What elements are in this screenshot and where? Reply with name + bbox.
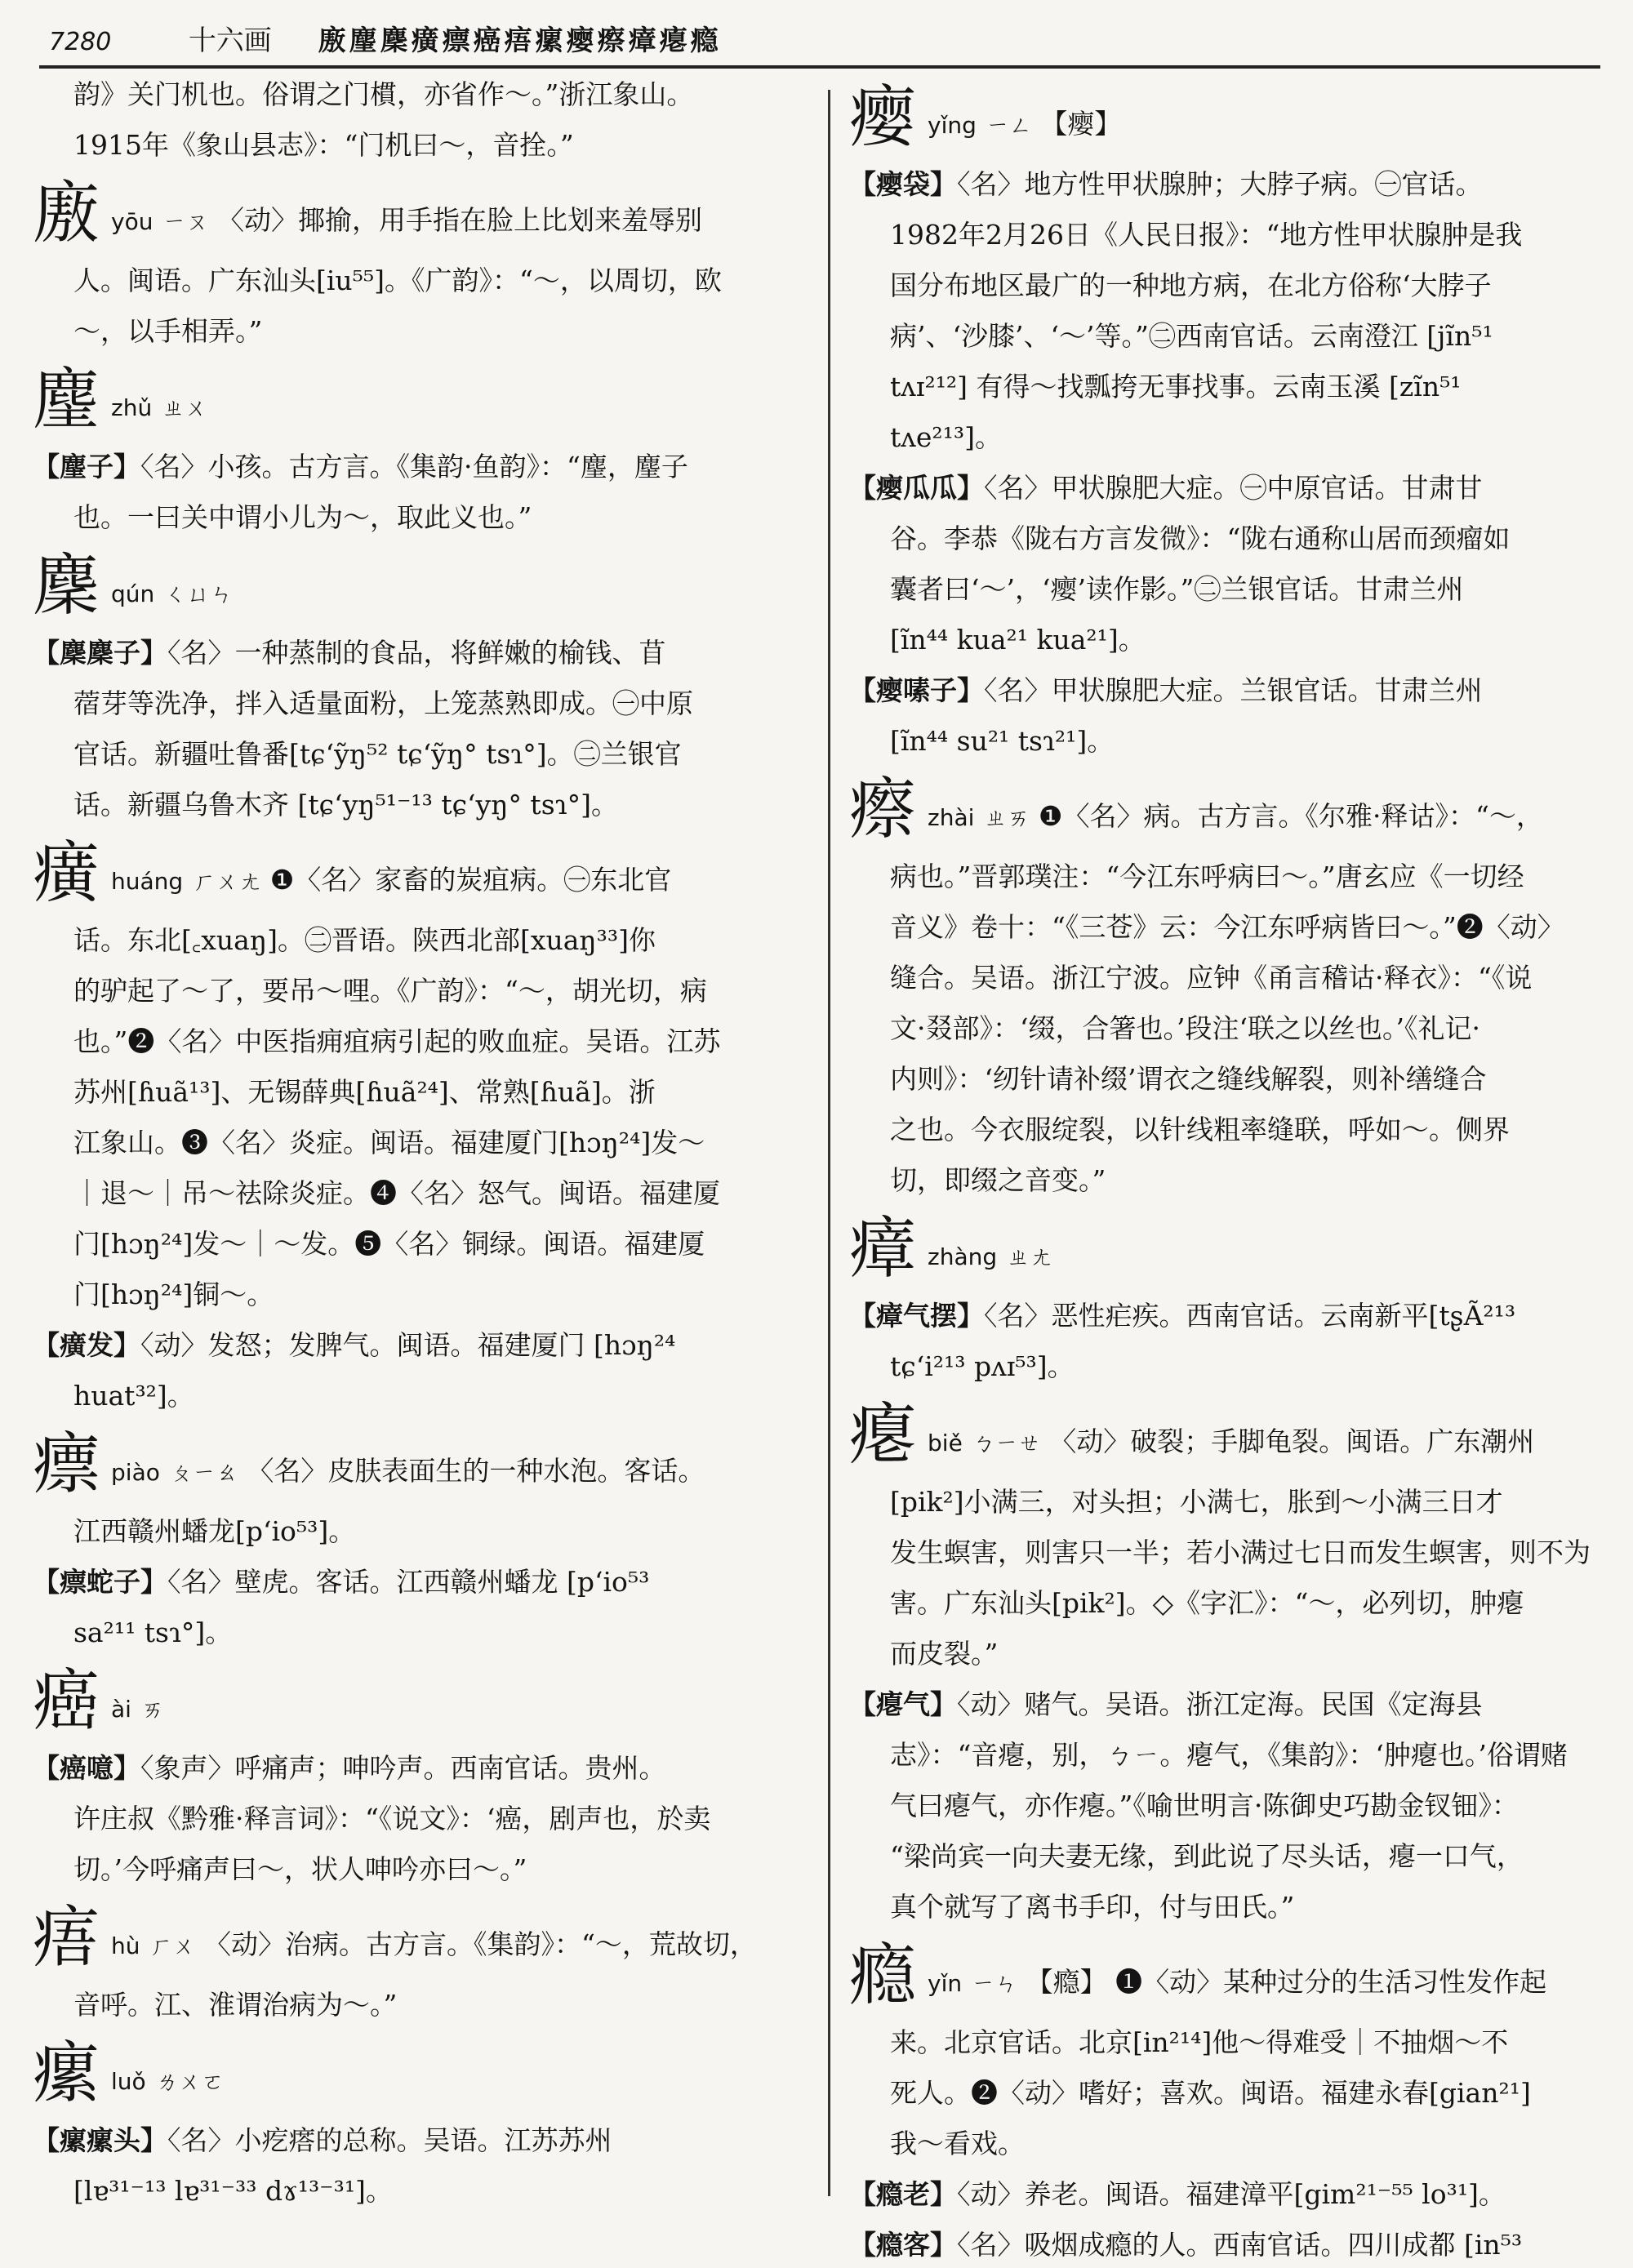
definition: ❶〈名〉家畜的炭疽病。㊀东北官 bbox=[261, 864, 672, 896]
entry-head bbox=[849, 1210, 1604, 1288]
sub-entry bbox=[33, 1323, 804, 1368]
continuation-line: 蓿芽等洗净，拌入适量面粉，上笼蒸熟即成。㊀中原 bbox=[73, 687, 693, 719]
entry-head bbox=[33, 1662, 804, 1741]
headword-char: 麈 bbox=[33, 361, 100, 438]
continuation-line: 死人。❷〈动〉嗜好；喜欢。闽语。福建永春[gian²¹] bbox=[890, 2077, 1531, 2109]
headword-char: 瘵 bbox=[849, 771, 917, 848]
pinyin: piào bbox=[111, 1459, 160, 1486]
entry-head bbox=[33, 2035, 804, 2113]
entry-head bbox=[33, 1425, 804, 1504]
continuation-line: 官话。新疆吐鲁番[tɕʻỹŋ⁵² tɕʻỹŋ° tsɿ°]。㊁兰银官 bbox=[73, 738, 682, 770]
continuation-line: [ĩn⁴⁴ su²¹ tsɿ²¹]。 bbox=[890, 725, 1115, 757]
zhuyin: ㄓㄨ bbox=[162, 394, 208, 421]
pinyin: yǐng bbox=[928, 112, 977, 139]
zhuyin: ㄌㄨㄛ bbox=[155, 2068, 225, 2095]
zhuyin: ㄏㄨㄤ bbox=[193, 868, 262, 895]
headword-char: 廒 bbox=[33, 175, 100, 252]
headword-char: 痦 bbox=[33, 1899, 100, 1977]
zhuyin: ㄏㄨ bbox=[149, 1932, 196, 1959]
continuation-line: 许庄叔《黔雅·释言词》：“《说文》：‘癌，剧声也，於卖 bbox=[73, 1803, 711, 1834]
continuation-line: 话。东北[꜀xuaŋ]。㊁晋语。陕西北部[xuaŋ³³]你 bbox=[73, 924, 656, 956]
definition: 〈名〉一种蒸制的食品，将鲜嫩的榆钱、苜 bbox=[167, 637, 666, 669]
pinyin: huáng bbox=[111, 868, 184, 895]
zhuyin: ㄞ bbox=[140, 1696, 164, 1723]
definition: 〈动〉发怒；发脾气。闽语。福建厦门 [hɔŋ²⁴ bbox=[140, 1329, 676, 1361]
headword-char: 瘴 bbox=[849, 1210, 917, 1287]
continuation-line: tʌe²¹³]。 bbox=[890, 421, 1002, 453]
zhuyin: ㄧㄡ bbox=[162, 208, 209, 235]
definition: 〈象声〉呼痛声；呻吟声。西南官话。贵州。 bbox=[140, 1752, 666, 1784]
continuation-line: 江西赣州蟠龙[pʻio⁵³]。 bbox=[73, 1515, 356, 1547]
sub-entry bbox=[33, 444, 804, 490]
continuation-line: 气曰瘪气，亦作瘪。”《喻世明言·陈御史巧勘金钗钿》： bbox=[890, 1790, 1519, 1821]
sub-entry bbox=[849, 2222, 1604, 2268]
entry-head bbox=[33, 547, 804, 625]
continuation-line: 病’、‘沙膝’、‘～’等。”㊁西南官话。云南澄江 [jĩn⁵¹ bbox=[890, 320, 1493, 352]
entry-head bbox=[33, 1899, 804, 1977]
sub-term: 【癀发】 bbox=[33, 1329, 140, 1361]
continuation-line: 志》：“音瘪，别，ㄅㄧ。瘪气，《集韵》：‘肿瘪也。’俗谓赌 bbox=[890, 1739, 1568, 1771]
headword-char: 瘭 bbox=[33, 1425, 100, 1503]
continuation-line: tʌɪ²¹²] 有得～找瓢挎无事找事。云南玉溪 [zĩn⁵¹ bbox=[890, 371, 1462, 402]
definition: 〈动〉揶揄，用手指在脸上比划来羞辱别 bbox=[208, 204, 702, 236]
continuation-line: 音义》卷十：“《三苍》云：今江东呼病皆曰～。”❷〈动〉 bbox=[890, 911, 1564, 943]
continuation-line: ｜退～｜吊～祛除炎症。❹〈名〉怒气。闽语。福建厦 bbox=[73, 1177, 720, 1209]
continuation-line: 谷。李恭《陇右方言发微》：“陇右通称山居而颈瘤如 bbox=[890, 523, 1511, 554]
sub-entry bbox=[33, 630, 804, 676]
headword-char: 瘪 bbox=[849, 1396, 917, 1474]
definition: 〈名〉小疙瘩的总称。吴语。江苏苏州 bbox=[167, 2124, 612, 2156]
pinyin: hù bbox=[111, 1932, 140, 1959]
definition: 〈动〉赌气。吴语。浙江定海。民国《定海县 bbox=[957, 1688, 1483, 1720]
continuation-line: 病也。”晋郭璞注：“今江东呼病曰～。”唐玄应《一切经 bbox=[890, 861, 1524, 892]
zhuyin: ㄧㄥ bbox=[986, 112, 1032, 139]
pinyin: zhài bbox=[928, 804, 975, 831]
continuation-line: 文·叕部》：‘缀，合箸也。’段注‘联之以丝也。’《礼记· bbox=[890, 1012, 1480, 1044]
continuation-line: 内则》：‘纫针请补缀’谓衣之缝线解裂，则补缮缝合 bbox=[890, 1063, 1487, 1095]
pinyin: zhàng bbox=[928, 1243, 998, 1270]
continuation-line: [pik²]小满三，对头担；小满七，胀到～小满三日才 bbox=[890, 1486, 1503, 1518]
continuation-line: 害。广东汕头[pik²]。◇《字汇》：“～，必列切，肿瘪 bbox=[890, 1587, 1524, 1619]
definition: 〈动〉治病。古方言。《集韵》：“～，荒故切， bbox=[195, 1928, 757, 1960]
sub-entry bbox=[849, 465, 1604, 511]
definition: 〈名〉甲状腺肥大症。㊀中原官话。甘肃甘 bbox=[984, 472, 1483, 504]
continuation-line: 发生螟害，则害只一半；若小满过七日而发生螟害，则不为 bbox=[890, 1536, 1591, 1568]
continuation-line: 国分布地区最广的一种地方病，在北方俗称‘大脖子 bbox=[890, 269, 1492, 301]
zhuyin: ㄆㄧㄠ bbox=[169, 1459, 238, 1486]
continuation-line: 切。’今呼痛声曰～，状人呻吟亦曰～。” bbox=[73, 1853, 527, 1885]
definition: 〈名〉吸烟成瘾的人。西南官话。四川成都 [in⁵³ bbox=[957, 2229, 1523, 2261]
continuation-line: 缝合。吴语。浙江宁波。应钟《甬言稽诂·释衣》：“《说 bbox=[890, 962, 1533, 994]
entry-head bbox=[849, 1396, 1604, 1474]
sub-entry bbox=[33, 1559, 804, 1605]
headword-char: 癌 bbox=[33, 1662, 100, 1740]
continuation-line: 来。北京官话。北京[in²¹⁴]他～得难受｜不抽烟～不 bbox=[890, 2026, 1509, 2058]
entry-head bbox=[33, 834, 804, 913]
continuation-line: 真个就写了离书手印，付与田氏。” bbox=[890, 1891, 1295, 1923]
sub-entry bbox=[849, 668, 1604, 714]
stroke-section: 十六画 bbox=[188, 24, 272, 57]
continuation-line: 也。”❷〈名〉中医指痈疽病引起的败血症。吴语。江苏 bbox=[73, 1025, 721, 1057]
entry-head bbox=[33, 361, 804, 439]
continuation-line: 的驴起了～了，要吊～哩。《广韵》：“～，胡光切，病 bbox=[73, 975, 707, 1007]
sub-term: 【麈子】 bbox=[33, 451, 140, 483]
definition: 〈名〉壁虎。客话。江西赣州蟠龙 [pʻio⁵³ bbox=[167, 1566, 650, 1598]
entry-head bbox=[33, 175, 804, 253]
zhuyin: ㄓㄤ bbox=[1007, 1243, 1053, 1270]
header-rule bbox=[39, 65, 1600, 69]
continuation-line: 江象山。❸〈名〉炎症。闽语。福建厦门[hɔŋ²⁴]发～ bbox=[73, 1127, 705, 1158]
page-number: 7280 bbox=[49, 28, 112, 56]
sub-entry bbox=[33, 1745, 804, 1791]
sub-term: 【瘾客】 bbox=[849, 2229, 957, 2261]
pinyin: qún bbox=[111, 580, 155, 607]
sub-entry bbox=[849, 2172, 1604, 2217]
definition: 〈名〉皮肤表面生的一种水泡。客话。 bbox=[238, 1455, 705, 1487]
sub-entry bbox=[849, 1293, 1604, 1339]
headword-char: 瘾 bbox=[849, 1937, 917, 2014]
headword-char: 癀 bbox=[33, 834, 100, 912]
continuation-line: 音呼。江、淮谓治病为～。” bbox=[73, 1989, 398, 2021]
zhuyin: ㄧㄣ bbox=[972, 1970, 1018, 1997]
sub-term: 【麇麇子】 bbox=[33, 637, 167, 669]
sub-term: 【瘰瘰头】 bbox=[33, 2124, 167, 2156]
zhuyin: ㄅㄧㄝ bbox=[972, 1430, 1041, 1456]
continuation-line: “梁尚宾一向夫妻无缘，到此说了尽头话，瘪一口气， bbox=[890, 1840, 1524, 1872]
sub-entry bbox=[33, 2118, 804, 2163]
continuation-line: ～，以手相弄。” bbox=[73, 315, 263, 347]
headword-char: 麇 bbox=[33, 547, 100, 625]
pinyin: ài bbox=[111, 1696, 131, 1723]
pinyin: yōu bbox=[111, 208, 154, 235]
page-header bbox=[49, 18, 1600, 64]
zhuyin: ㄑㄩㄣ bbox=[164, 580, 234, 607]
pinyin: biě bbox=[928, 1430, 963, 1456]
sub-term: 【瘾老】 bbox=[849, 2178, 957, 2210]
continuation-line: 韵》关门机也。俗谓之门樌，亦省作～。”浙江象山。 bbox=[73, 78, 694, 110]
continuation-line: 切，即缀之音变。” bbox=[890, 1164, 1106, 1196]
continuation-line: tɕʻi²¹³ pʌɪ⁵³]。 bbox=[890, 1350, 1075, 1382]
entry-head bbox=[849, 1937, 1604, 2015]
definition: ❶〈名〉病。古方言。《尔雅·释诂》：“～， bbox=[1030, 800, 1543, 832]
continuation-line: 门[hɔŋ²⁴]铜～。 bbox=[73, 1279, 274, 1310]
continuation-line: 人。闽语。广东汕头[iu⁵⁵]。《广韵》：“～，以周切，欧 bbox=[73, 265, 722, 296]
continuation-line: 苏州[ɦuã¹³]、无锡薛典[ɦuã²⁴]、常熟[ɦuã]。浙 bbox=[73, 1076, 656, 1108]
definition: 【瘾】 ❶〈动〉某种过分的生活习性发作起 bbox=[1017, 1966, 1547, 1998]
sub-term: 【瘿袋】 bbox=[849, 168, 957, 200]
sub-term: 【瘴气摆】 bbox=[849, 1300, 984, 1332]
zhuyin: ㄓㄞ bbox=[984, 804, 1030, 831]
continuation-line: 之也。今衣服绽裂，以针线粗率缝联，呼如～。侧界 bbox=[890, 1114, 1510, 1145]
continuation-line: sa²¹¹ tsɿ°]。 bbox=[73, 1617, 233, 1648]
sub-term: 【癌噫】 bbox=[33, 1752, 140, 1784]
sub-term: 【瘪气】 bbox=[849, 1688, 957, 1720]
continuation-line: 而皮裂。” bbox=[890, 1638, 999, 1670]
sub-entry bbox=[849, 162, 1604, 207]
continuation-line: 门[hɔŋ²⁴]发～｜～发。❺〈名〉铜绿。闽语。福建厦 bbox=[73, 1228, 705, 1260]
continuation-line: [ĩn⁴⁴ kua²¹ kua²¹]。 bbox=[890, 624, 1146, 656]
headword-char: 瘰 bbox=[33, 2035, 100, 2112]
pinyin: yǐn bbox=[928, 1970, 963, 1997]
definition: 【瘿】 bbox=[1031, 108, 1122, 140]
definition: 〈动〉破裂；手脚龟裂。闽语。广东潮州 bbox=[1040, 1425, 1535, 1457]
sub-entry bbox=[849, 1682, 1604, 1728]
headword-char: 瘿 bbox=[849, 78, 917, 156]
entry-head bbox=[849, 771, 1604, 849]
continuation-line: 囊者曰‘～’，‘瘿’读作影。”㊁兰银官话。甘肃兰州 bbox=[890, 573, 1464, 605]
sub-term: 【瘭蛇子】 bbox=[33, 1566, 167, 1598]
continuation-line: [lɐ³¹⁻¹³ lɐ³¹⁻³³ dɤ¹³⁻³¹]。 bbox=[73, 2175, 393, 2207]
continuation-line: 1982年2月26日《人民日报》：“地方性甲状腺肿是我 bbox=[890, 219, 1523, 251]
pinyin: luǒ bbox=[111, 2068, 146, 2095]
pinyin: zhǔ bbox=[111, 394, 153, 421]
continuation-line: 话。新疆乌鲁木齐 [tɕʻyŋ⁵¹⁻¹³ tɕʻyŋ° tsɿ°]。 bbox=[73, 789, 618, 820]
right-column bbox=[849, 72, 1604, 2261]
continuation-line: huat³²]。 bbox=[73, 1380, 194, 1412]
continuation-line: 我～看戏。 bbox=[890, 2128, 1025, 2159]
definition: 〈名〉甲状腺肥大症。兰银官话。甘肃兰州 bbox=[984, 674, 1483, 706]
continuation-line: 1915年《象山县志》：“门机曰～，音拴。” bbox=[73, 129, 574, 161]
entry-head bbox=[849, 78, 1604, 157]
definition: 〈名〉地方性甲状腺肿；大脖子病。㊀官话。 bbox=[957, 168, 1483, 200]
left-column bbox=[33, 72, 804, 2207]
sub-term: 【瘿瓜瓜】 bbox=[849, 472, 984, 504]
header-headwords: 廒麈麇癀瘭癌痦瘰瘿瘵瘴瘪瘾 bbox=[318, 24, 722, 57]
continuation-line: 也。一曰关中谓小儿为～，取此义也。” bbox=[73, 501, 532, 533]
definition: 〈名〉恶性疟疾。西南官话。云南新平[tʂÃ²¹³ bbox=[984, 1300, 1516, 1332]
definition: 〈名〉小孩。古方言。《集韵·鱼韵》：“麈，麈子 bbox=[140, 451, 688, 483]
column-divider bbox=[828, 90, 830, 2196]
sub-term: 【瘿嗉子】 bbox=[849, 674, 984, 706]
definition: 〈动〉养老。闽语。福建漳平[gim²¹⁻⁵⁵ lo³¹]。 bbox=[957, 2178, 1506, 2210]
